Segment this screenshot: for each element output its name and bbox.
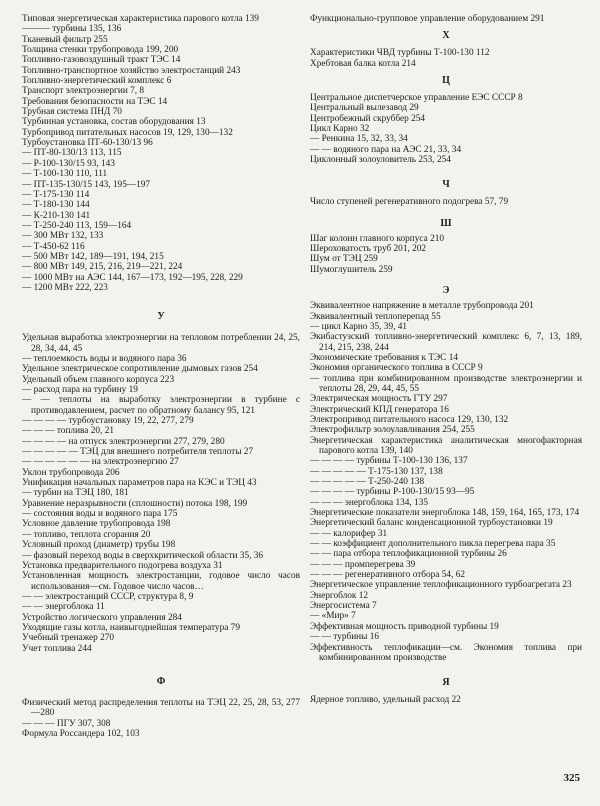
index-entry: — — турбины 16 xyxy=(310,632,380,643)
left-column xyxy=(22,14,300,739)
index-entry: Уравнение неразрывности (сплошности) потока 198, 199 xyxy=(22,498,248,509)
index-entry: — 1200 МВт 222, 223 xyxy=(22,282,108,293)
index-entry: Топливно-энергетический комплекс 6 xyxy=(22,76,172,87)
index-entry: — — коэффициент дополнительного пикла перегрева пара 35 xyxy=(310,539,556,550)
section-gap xyxy=(310,275,582,285)
index-entry: — Т-250-240 113, 159—164 xyxy=(22,220,132,231)
section-gap xyxy=(310,165,582,179)
index-entry: Удельное электрическое сопротивление дымовых газов 254 xyxy=(22,364,258,375)
index-entry: Турбинная установка, состав оборудования 13 xyxy=(22,117,206,128)
index-entry: Энергетические показатели энергоблока 148, 159, 164, 165, 173, 174 xyxy=(310,508,580,519)
index-entry: Толщина стенки трубопровода 199, 200 xyxy=(22,45,179,56)
index-entry: Турбопривод питательных насосов 19, 129, 130—132 xyxy=(22,127,233,138)
index-entry: — К-210-130 141 xyxy=(22,210,91,221)
index-entry: Эффективная мощность приводной турбины 19 xyxy=(310,621,499,632)
index-entry: Уходящие газы котла, наивыгоднейшая температура 79 xyxy=(22,622,240,633)
section-letter: У xyxy=(157,311,165,323)
section-letter: Х xyxy=(442,30,450,42)
index-entry: Эквивалентное напряжение в металле трубопровода 201 xyxy=(310,301,534,312)
section-gap xyxy=(310,663,582,677)
index-entry: Электропривод питательного насоса 129, 130, 132 xyxy=(310,414,509,425)
index-entry: — состояния воды и водяного пара 175 xyxy=(22,509,178,520)
index-entry: Требования безопасности на ТЭС 14 xyxy=(22,96,168,107)
index-entry: Ядерное топливо, удельный расход 22 xyxy=(310,695,461,706)
index-entry: Энергетическая характеристика аналитическая многофакторная парового котла 139, 140 xyxy=(310,435,582,456)
index-entry: Уклон трубопровода 206 xyxy=(22,467,120,478)
index-entry: — 500 МВт 142, 189—191, 194, 215 xyxy=(22,251,164,262)
index-entry: Установка предварительного подогрева воздуха 31 xyxy=(22,560,223,571)
index-entry: — Ренкина 15, 32, 33, 34 xyxy=(310,134,408,145)
section-letter: Э xyxy=(442,285,450,297)
index-entry: Энергетическое управление теплофикационного турбоагрегата 23 xyxy=(310,580,572,591)
index-entry: — — водяного пара на АЭС 21, 33, 34 xyxy=(310,144,462,155)
index-entry: — — — — на отпуск электроэнергии 277, 279, 280 xyxy=(22,436,225,447)
index-entry: — — энергоблока 11 xyxy=(22,602,105,613)
index-entry: Центральное диспетчерское управление ЕЭС СССР 8 xyxy=(310,93,523,104)
index-entry: — ПТ-135-130/15 143, 195—197 xyxy=(22,179,151,190)
section-letter: Я xyxy=(442,677,450,689)
index-entry: Электрическая мощность ГТУ 297 xyxy=(310,394,448,405)
section-letter: Ц xyxy=(442,75,450,87)
right-column xyxy=(310,14,582,706)
index-entry: — 300 МВт 132, 133 xyxy=(22,231,104,242)
index-entry: — турбин на ТЭЦ 180, 181 xyxy=(22,488,129,499)
index-entry: — фазовый переход воды в сверхкритической области 35, 36 xyxy=(22,550,264,561)
index-entry: Шероховатость труб 201, 202 xyxy=(310,244,427,255)
index-entry: Электрофильтр золоулавливания 254, 255 xyxy=(310,425,475,436)
index-entry: Шум от ТЭЦ 259 xyxy=(310,254,378,265)
index-entry: — Т-450-62 116 xyxy=(22,241,85,252)
index-entry: Функционально-групповое управление оборудованием 291 xyxy=(310,14,545,24)
index-entry: Типовая энергетическая характеристика парового котла 139 xyxy=(22,14,259,24)
index-entry: — расход пара на турбину 19 xyxy=(22,385,138,395)
index-entry: Характеристики ЧВД турбины Т-100-130 112 xyxy=(310,48,490,59)
index-entry: — — — — — ТЭЦ для внешнего потребителя теплоты 27 xyxy=(22,447,254,458)
index-entry: Удельная выработка электроэнергии на тепловом потреблении 24, 25, 28, 34, 44, 45 xyxy=(22,333,300,354)
index-entry: — цикл Карно 35, 39, 41 xyxy=(310,321,408,332)
section-gap xyxy=(22,293,300,311)
index-entry: — — — топлива 20, 21 xyxy=(22,426,115,437)
index-entry: — ПТ-80-130/13 113, 115 xyxy=(22,148,122,159)
index-entry: Физический метод распределения теплоты на ТЭЦ 22, 25, 28, 53, 277—280 xyxy=(22,697,300,719)
index-entry: Устройство логического управления 284 xyxy=(22,612,182,623)
section-gap xyxy=(22,323,300,333)
index-entry: Учебный тренажер 270 xyxy=(22,633,115,644)
index-entry: — — — ПГУ 307, 308 xyxy=(22,718,111,729)
index-entry: Установленная мощность электростанции, годовое число часов использования—см. Годовое число часов… xyxy=(22,571,300,592)
index-entry: Цикл Карно 32 xyxy=(310,124,370,135)
index-entry: Экибастузский топливно-энергетический комплекс 6, 7, 13, 189, 214, 215, 238, 244 xyxy=(310,332,582,353)
index-entry: — Р-100-130/15 93, 143 xyxy=(22,158,115,169)
index-entry: Условное давление трубопровода 198 xyxy=(22,519,171,530)
index-entry: — — — — — — на электроэнергию 27 xyxy=(22,457,179,468)
section-gap xyxy=(22,654,300,676)
index-entry: — — — — турбины Т-100-130 136, 137 xyxy=(310,456,468,467)
index-entry: — Т-175-130 114 xyxy=(22,189,90,200)
index-entry: — топливо, теплота сгорания 20 xyxy=(22,529,151,540)
index-entry: ——— турбины 135, 136 xyxy=(22,24,122,35)
index-entry: Топливно-транспортное хозяйство электростанций 243 xyxy=(22,65,241,76)
index-entry: Экономические требования к ТЭС 14 xyxy=(310,352,458,363)
index-entry: Условный проход (диаметр) трубы 198 xyxy=(22,540,176,551)
index-entry: — 800 МВт 149, 215, 216, 219—221, 224 xyxy=(22,262,183,273)
index-entry: Хребтовая балка котла 214 xyxy=(310,58,416,69)
index-entry: Экономия органического топлива в СССР 9 xyxy=(310,363,483,374)
index-entry: Шумоглушитель 259 xyxy=(310,264,393,275)
index-entry: Удельный объем главного корпуса 223 xyxy=(22,374,175,385)
index-entry: — — калорифер 31 xyxy=(310,528,388,539)
index-entry: Транспорт электроэнергии 7, 8 xyxy=(22,86,145,97)
index-entry: Электрический КПД генератора 16 xyxy=(310,404,449,415)
index-entry: Эффективность теплофикации—см. Экономия топлива при комбинированном производстве xyxy=(310,642,582,663)
index-entry: — 1000 МВт на АЭС 144, 167—173, 192—195, 228, 229 xyxy=(22,272,243,283)
index-entry: — — — — — Т-175-130 137, 138 xyxy=(310,466,443,477)
index-entry: — — электростанций СССР, структура 8, 9 xyxy=(22,591,194,602)
index-entry: — — теплоты на выработку электроэнергии в турбине с противодавлением, расчет по обратному балансу 95, 121 xyxy=(22,395,300,416)
index-entry: — — пара отбора теплофикационной турбины 26 xyxy=(310,549,507,560)
index-entry: Центробежный скруббер 254 xyxy=(310,113,426,124)
index-entry: Унификация начальных параметров пара на КЭС и ТЭЦ 43 xyxy=(22,478,257,489)
index-entry: — — — регенеративного отбора 54, 62 xyxy=(310,570,466,581)
index-entry: Турбоустановка ПТ-60-130/13 96 xyxy=(22,138,153,149)
index-entry: Топливно-газовоздушный тракт ТЭС 14 xyxy=(22,55,181,66)
index-entry: Энергетический баланс конденсационной турбоустановки 19 xyxy=(310,518,553,529)
index-entry: Учет топлива 244 xyxy=(22,643,92,654)
section-gap xyxy=(310,208,582,218)
index-entry: — Т-180-130 144 xyxy=(22,200,90,211)
index-entry: — — — — турбоустановку 19, 22, 277, 279 xyxy=(22,416,194,427)
index-entry: — «Мир» 7 xyxy=(310,611,356,622)
page-number: 325 xyxy=(563,772,580,784)
index-entry: — — — — турбины Р-100-130/15 93—95 xyxy=(310,487,475,498)
index-entry: Формула Россандера 102, 103 xyxy=(22,728,140,739)
index-entry: — — — — — Т-250-240 138 xyxy=(310,477,425,487)
index-entry: — — — промперегрева 39 xyxy=(310,559,416,570)
index-entry: Энергосистема 7 xyxy=(310,601,377,612)
index-entry: Число ступеней регенеративного подогрева 57, 79 xyxy=(310,197,509,208)
section-letter: Ч xyxy=(442,179,450,191)
section-letter: Ф xyxy=(156,675,166,687)
section-gap xyxy=(22,688,300,698)
index-entry: — теплоемкость воды и водяного пара 36 xyxy=(22,353,187,364)
index-entry: Центральный вылезавод 29 xyxy=(310,103,419,114)
index-entry: Шаг колонн главного корпуса 210 xyxy=(310,233,445,244)
index-entry: Эквивалентный теплоперепад 55 xyxy=(310,311,441,322)
index-entry: Энергоблок 12 xyxy=(310,590,369,601)
index-entry: Циклонный золоуловитель 253, 254 xyxy=(310,155,451,166)
index-entry: — Т-100-130 110, 111 xyxy=(22,169,108,180)
index-entry: — топлива при комбинированном производстве электроэнергии и теплоты 28, 29, 44, 45, 55 xyxy=(310,373,582,394)
section-letter: Ш xyxy=(440,217,452,229)
index-entry: Трубная система ПНД 70 xyxy=(22,107,122,118)
index-entry: Тканевый фильтр 255 xyxy=(22,34,108,45)
index-entry: — — — энергоблока 134, 135 xyxy=(310,497,428,508)
